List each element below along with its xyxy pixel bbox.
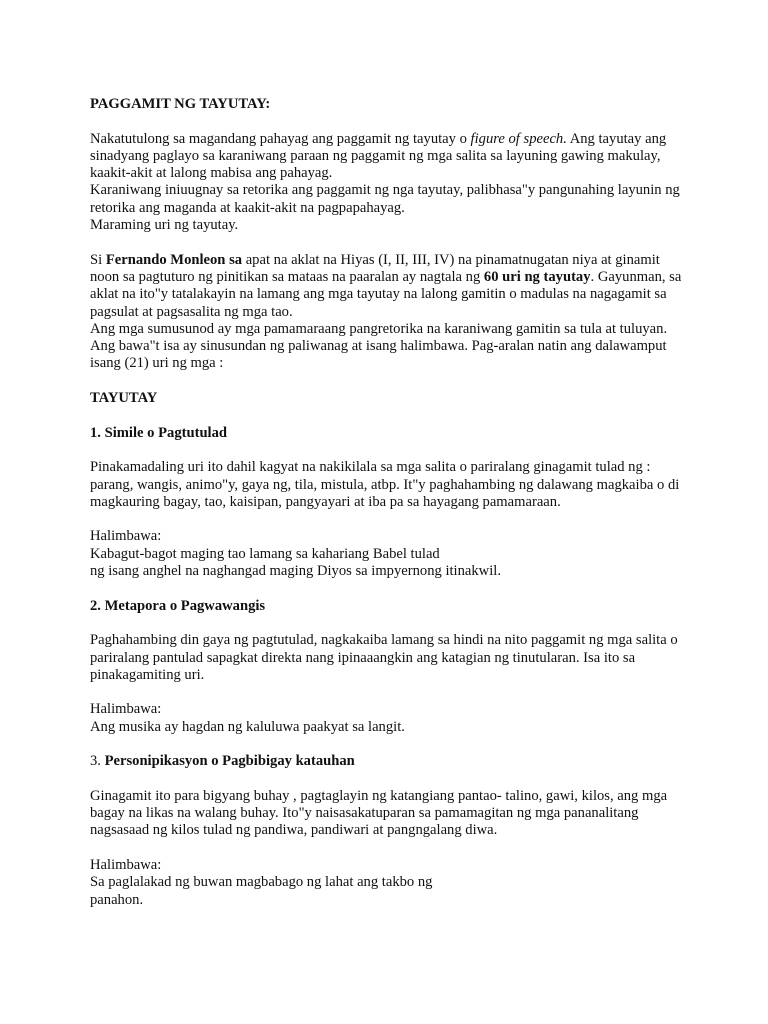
- paragraph-line: pariralang pantulad sapagkat direkta nang ipinaaangkin ang katagian ng tinutularan. Isa ito sa: [90, 649, 636, 666]
- italic-term: figure of speech.: [470, 130, 567, 147]
- personipikasyon-example: [90, 857, 708, 909]
- page-title: PAGGAMIT NG TAYUTAY:: [90, 96, 271, 112]
- paragraph-line: nagsasaad ng kilos tulad ng pandiwa, pandiwari at pangngalang diwa.: [90, 822, 498, 839]
- spacer: [90, 771, 708, 788]
- example-label: Halimbawa:: [90, 701, 162, 718]
- paragraph-line: [90, 269, 708, 286]
- paragraph-line: Ang bawa"t isa ay sinusundan ng paliwanag at isang halimbawa. Pag-aralan natin ang dalawamput: [90, 338, 667, 355]
- paragraph-line: Ginagamit ito para bigyang buhay , pagtaglayin ng katangiang pantao- talino, gawi, kilos, ang mga: [90, 787, 668, 804]
- paragraph-line: sinadyang paglayo sa karaniwang paraan ng paggamit ng mga salita sa layuning gawing makulay,: [90, 147, 661, 164]
- spacer: [90, 511, 708, 528]
- text-run: Si: [90, 251, 106, 268]
- example-label: Halimbawa:: [90, 528, 162, 545]
- paragraph-line: Maraming uri ng tayutay.: [90, 217, 239, 234]
- text-run: . Gayunman, sa: [590, 268, 682, 285]
- intro-paragraph: [90, 131, 708, 235]
- spacer: [90, 407, 708, 424]
- metapora-heading: 2. Metapora o Pagwawangis: [90, 597, 266, 614]
- spacer: [90, 840, 708, 857]
- text-run: apat na aklat na Hiyas (I, II, III, IV) na pinamatnugatan niya at ginamit: [242, 251, 660, 268]
- example-label: Halimbawa:: [90, 857, 162, 874]
- paragraph-line: Karaniwang iniuugnay sa retorika ang paggamit ng nga tayutay, palibhasa"y pangunahing layunin ng: [90, 182, 680, 199]
- monleon-paragraph: [90, 252, 708, 373]
- paragraph-line: pinakagamiting uri.: [90, 666, 205, 683]
- paragraph-line: Ang mga sumusunod ay mga pamamaraang pangretorika na karaniwang gamitin sa tula at tuluyan.: [90, 320, 668, 337]
- spacer: [90, 373, 708, 390]
- section-heading: TAYUTAY: [90, 390, 158, 407]
- paragraph-line: Paghahambing din gaya ng pagtutulad, nagkakaiba lamang sa hindi na nito paggamit ng mga salita o: [90, 632, 678, 649]
- spacer: [90, 615, 708, 632]
- personipikasyon-heading: [90, 753, 708, 770]
- example-line: Kabagut-bagot maging tao lamang sa kahariang Babel tulad: [90, 545, 440, 562]
- paragraph-line: parang, wangis, animo"y, gaya ng, tila, mistula, atbp. It"y paghahambing ng dalawang magkaiba o di: [90, 476, 680, 493]
- paragraph-line: retorika ang maganda at kaakit-akit na pagpapahayag.: [90, 199, 405, 216]
- example-line: panahon.: [90, 891, 144, 908]
- paragraph-line: kaakit-akit at lalong mabisa ang pahayag.: [90, 165, 333, 182]
- text-run: Ang tayutay ang: [566, 130, 667, 147]
- bold-term: Fernando Monleon sa: [105, 251, 243, 268]
- spacer: [90, 113, 708, 130]
- paragraph-line: [90, 252, 708, 269]
- bold-term: 60 uri ng tayutay: [483, 268, 591, 285]
- metapora-example: [90, 701, 708, 736]
- example-line: Sa paglalakad ng buwan magbabago ng lahat ang takbo ng: [90, 874, 433, 891]
- paragraph-line: aklat na ito"y tatalakayin na lamang ang mga tayutay na lalong gamitin o madulas na nagagamit sa: [90, 286, 667, 303]
- paragraph-line: pagsulat at pagsasalita ng mga tao.: [90, 303, 293, 320]
- spacer: [90, 234, 708, 251]
- text-run: noon sa pagtuturo ng pinitikan sa mataas na paaralan ay nagtala ng: [90, 268, 484, 285]
- spacer: [90, 580, 708, 597]
- spacer: [90, 684, 708, 701]
- heading-text: Personipikasyon o Pagbibigay katauhan: [104, 753, 355, 770]
- heading-number: 3.: [90, 753, 105, 770]
- paragraph-line: bagay na likas na walang buhay. Ito"y naisasakatuparan sa pamamagitan ng mga pananalitang: [90, 805, 639, 822]
- simile-heading: 1. Simile o Pagtutulad: [90, 424, 228, 441]
- example-line: Ang musika ay hagdan ng kaluluwa paakyat sa langit.: [90, 718, 405, 735]
- simile-example: [90, 528, 708, 580]
- simile-paragraph: [90, 459, 708, 511]
- personipikasyon-paragraph: [90, 788, 708, 840]
- example-line: ng isang anghel na naghangad maging Diyos sa impyernong itinakwil.: [90, 563, 501, 580]
- paragraph-line: isang (21) uri ng mga :: [90, 355, 224, 372]
- metapora-paragraph: [90, 632, 708, 684]
- paragraph-line: [90, 131, 708, 148]
- spacer: [90, 736, 708, 753]
- paragraph-line: Pinakamadaling uri ito dahil kagyat na nakikilala sa mga salita o pariralang ginagamit tulad ng :: [90, 459, 651, 476]
- text-run: Nakatutulong sa magandang pahayag ang paggamit ng tayutay o: [90, 130, 471, 147]
- spacer: [90, 442, 708, 459]
- paragraph-line: magkauring bagay, tao, kaisipan, pangyayari at iba pa sa hayagang pamamaraan.: [90, 493, 561, 510]
